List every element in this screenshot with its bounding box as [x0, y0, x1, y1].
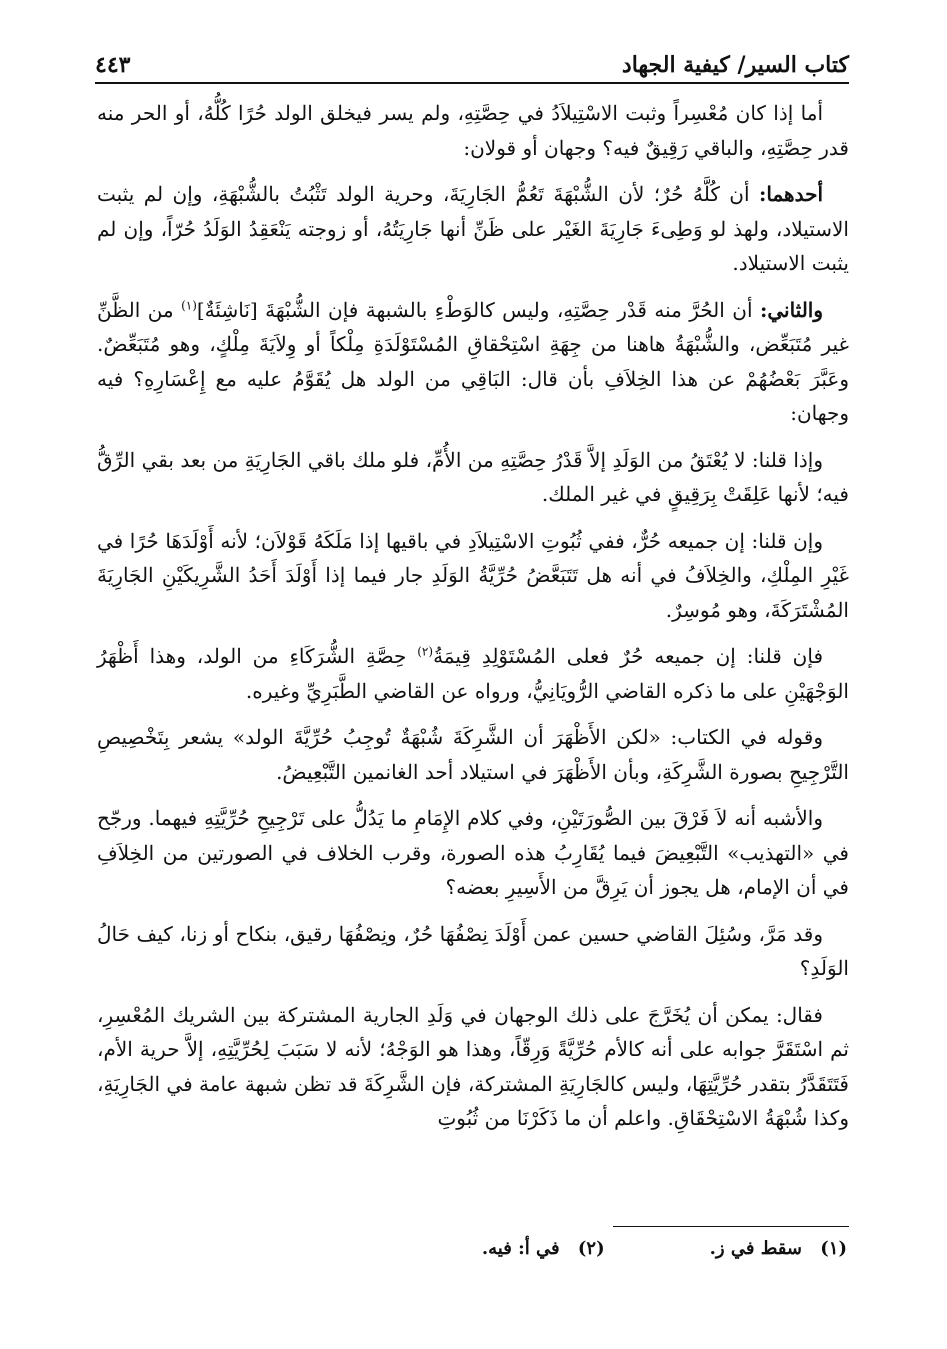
paragraph-lead: والثاني: [759, 297, 824, 322]
page-number: ٤٤٣ [95, 52, 131, 78]
paragraph: وإذا قلنا: لا يُعْتَقُ من الوَلَدِ إلاَّ قَدْرُ حِصَّتِهِ من الأُمِّ، فلو ملك باقي الجَارِيَةِ من بعد بقي الرِّقُّ فيه؛ لأنها عَلِقَتْ بِرَقِيقٍ في غير الملك. [97, 447, 849, 506]
paragraph: والثاني: أن الحُرَّ منه قَدْر حِصَّتِهِ، وليس كالوَطْءِ بالشبهة فإن الشُّبْهَةَ [نَاشِئَةٌ]$^{(١)}$ من الظَّنِّ غير مُتَبَعِّض، والشُّبْهَةُ هاهنا من جِهَةِ اسْتِحْقاقِ المُسْتَوْلَدَةِ مِلْكاً أو وِلاَيَةَ مِلْكٍ، وهو مُتَبَعِّضٌ. وعَبَّرَ بَعْضُهُمْ عن هذا الخِلاَفِ بأن قال: البَاقِي من الولد هل يُقَوَّمُ عليه مع إِعْسَارِهِ؟ فيه وجهان: [97, 297, 849, 425]
footnotes [97, 1238, 847, 1259]
main-text [97, 96, 849, 1148]
paragraph: وإن قلنا: إن جميعه حُرٌّ، ففي ثُبُوتِ الاسْتِيلاَدِ في باقيها إذا مَلَكَهُ قَوْلاَن؛ لأنه أَوْلَدَهَا حُرًا في غَيْرِ المِلْكِ، والخِلاَفُ في أنه هل تَتَبَعَّضُ حُرِّيَّةُ الوَلَدِ جار فيما إذا أَوْلَدَ أَحَدُ الشَّرِيكَيْنِ الجَارِيَةَ المُشْتَرَكَةَ، وهو مُوسِرٌ. [97, 528, 849, 622]
paragraph: فقال: يمكن أن يُخَرَّجَ على ذلك الوجهان في وَلَدِ الجارية المشتركة بين الشريك المُعْسِرِ، ثم اسْتَقَرَّ جوابه على أنه كالأم حُرِّيَّةً وَرِقّاً، وهذا هو الوَجْهُ؛ لأنه لا سَبَبَ لِحُرِّيَّتِهِ، إلاَّ حرية الأم، فَتَتَقَدَّرُ بتقدر حُرِّيَّتِهَا، وليس كالجَارِيَةِ المشتركة، فإن الشَّرِكَةَ قد تظن شبهة عامة في الجَارِيَةِ، وكذا شُبْهَةُ الاسْتِحْقَاقِ. واعلم أن ما ذَكَرْنَا من ثُبُوتِ [97, 1002, 849, 1130]
footnote-1: (١) سقط في ز. [709, 1238, 847, 1259]
footnote-ref-2: (٢) [417, 644, 434, 659]
paragraph: والأشبه أنه لاَ فَرْقَ بين الصُّورَتَيْنِ، وفي كلام الإِمَامِ ما يَدُلُّ على تَرْجِيحِ حُرِّيَّتِهِ فيهما. ورجّح في «التهذيب» التَّبْعِيضَ فيما يُقَارِبُ هذه الصورة، وقرب الخلاف في الصورتين من الخِلاَفِ في أن الإمام، هل يجوز أن يَرِقَّ من الأَسِيرِ بعضه؟ [97, 806, 849, 899]
paragraph: فإن قلنا: إن جميعه حُرٌ فعلى المُسْتَوْلِدِ قِيمَةُ$^{(٢)}$ حِصَّةِ الشُّرَكَاءِ من الولد، وهذا أَظْهَرُ الوَجْهَيْنِ على ما ذكره القاضي الرُّويَانِيُّ، ورواه عن القاضي الطَّبَرِيِّ وغيره. [97, 644, 849, 703]
paragraph: وقوله في الكتاب: «لكن الأَظْهَرَ أن الشَّرِكَةَ شُبْهَةٌ تُوجِبُ حُرِّيَّةَ الولد» يشعر بِتَخْصِيصِ التَّرْجِيحِ بصورة الشَّرِكَةِ، وبأن الأَظْهَرَ في استيلاد أحد الغانمين التَّبْعِيضُ. [97, 725, 849, 784]
paragraph: أحدهما: أن كُلَّهُ حُرٌ؛ لأن الشُّبْهَةَ تَعُمُّ الجَارِيَةَ، وحرية الولد تَثْبُتُ بالشُّبْهَةِ، وإن لم يثبت الاستيلاد، ولهذ لو وَطِىءَ جَارِيَةَ الغَيْر على ظَنِّ أنها جَارِيَتُهُ، أو زوجته يَنْعَقِدُ الوَلَدُ حُرّاً، وإن لم يثبت الاستيلاد. [97, 182, 849, 275]
footnote-rule [613, 1226, 849, 1227]
page-header [95, 42, 849, 78]
header-rule [95, 82, 849, 84]
paragraph: وقد مَرَّ، وسُئِلَ القاضي حسين عمن أَوْلَدَ نِصْفُهَا حُرٌ، ونِصْفُهَا رقيق، بنكاح أو زنا، كيف حَالُ الوَلَدِ؟ [97, 921, 849, 980]
paragraph: أما إذا كان مُعْسِراً وثبت الاسْتِيلاَدُ في حِصَّتِهِ، ولم يسر فيخلق الولد حُرًا كُلُّهُ، أو الحر منه قدر حِصَّتِهِ، والباقي رَقِيقٌ فيه؟ وجهان أو قولان: [97, 101, 849, 160]
paragraph-lead: أحدهما: [759, 182, 824, 206]
running-title: كتاب السير/ كيفية الجهاد [621, 52, 849, 78]
footnote-2: (٢) في أ: فيه. [481, 1238, 605, 1259]
footnote-ref-1: (١) [181, 297, 197, 312]
